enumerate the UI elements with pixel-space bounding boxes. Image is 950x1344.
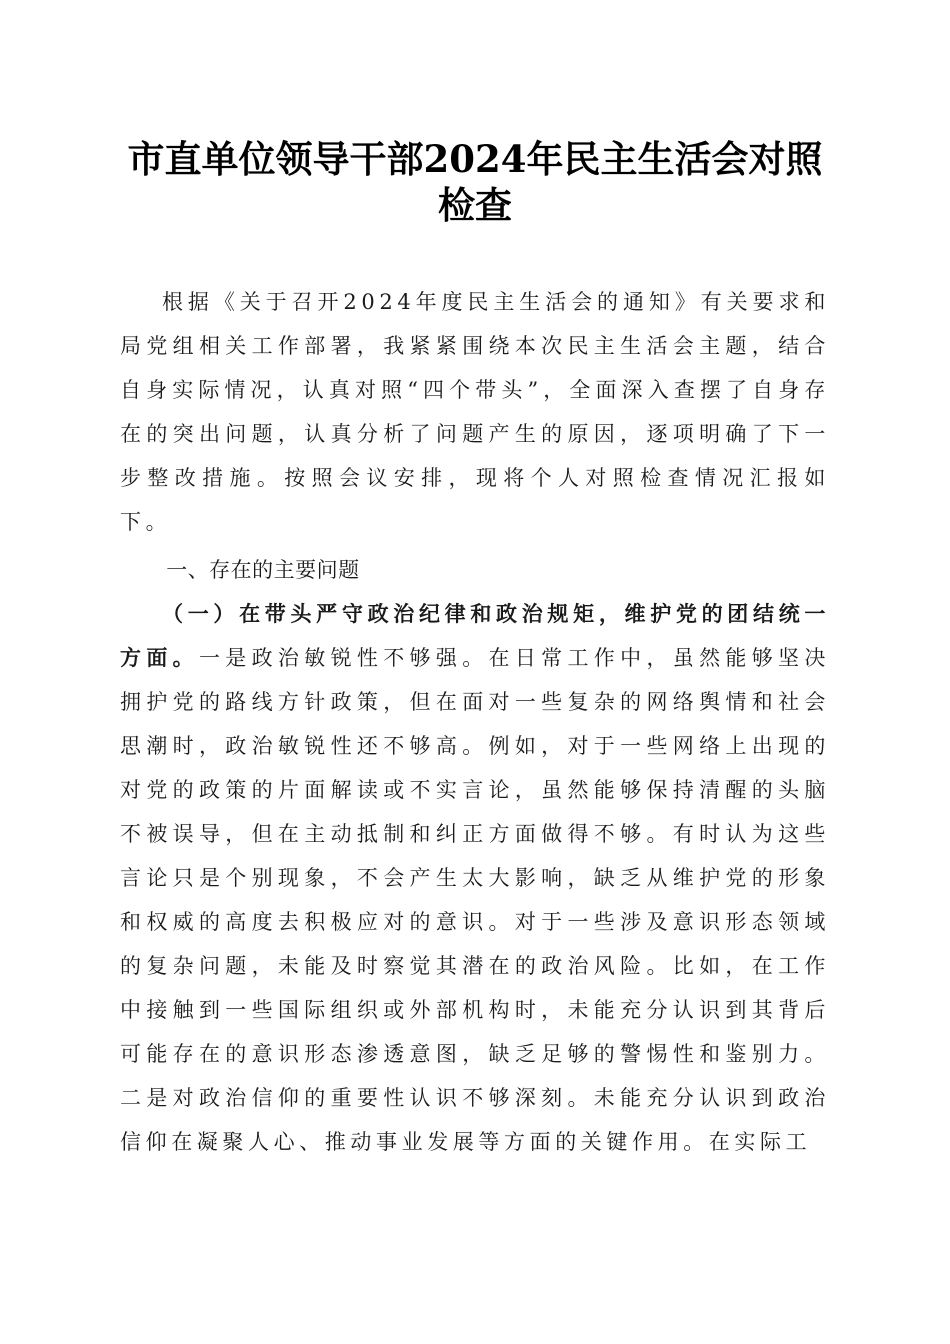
subsection-heading: （一）在带头严守政治纪律和政治规矩，维护党的团结统一方面。 bbox=[120, 601, 830, 670]
intro-paragraph: 根据《关于召开2024年度民主生活会的通知》有关要求和局党组相关工作部署，我紧紧围绕本次民主生活会主题，结合自身实际情况，认真对照“四个带头”，全面深入查摆了自身存在的突出问题，认真分析了问题产生的原因，逐项明确了下一步整改措施。按照会议安排，现将个人对照检查情况汇报如下。 bbox=[120, 290, 830, 534]
document-body bbox=[120, 280, 830, 1164]
subsection-paragraph bbox=[120, 592, 830, 1164]
document-title: 市直单位领导干部2024年民主生活会对照检查 bbox=[127, 137, 823, 227]
section-heading: 一、存在的主要问题 bbox=[166, 558, 360, 582]
subsection-body: 一是政治敏锐性不够强。在日常工作中，虽然能够坚决拥护党的路线方针政策，但在面对一些复杂的网络舆情和社会思潮时，政治敏锐性还不够高。例如，对于一些网络上出现的对党的政策的片面解读或不实言论，虽然能够保持清醒的头脑不被误导，但在主动抵制和纠正方面做得不够。有时认为这些言论只是个别现象，不会产生太大影响，缺乏从维护党的形象和权威的高度去积极应对的意识。对于一些涉及意识形态领域的复杂问题，未能及时察觉其潜在的政治风险。比如，在工作中接触到一些国际组织或外部机构时，未能充分认识到其背后可能存在的意识形态渗透意图，缺乏足够的警惕性和鉴别力。二是对政治信仰的重要性认识不够深刻。未能充分认识到政治信仰在凝聚人心、推动事业发展等方面的关键作用。在实际工 bbox=[120, 646, 830, 1154]
